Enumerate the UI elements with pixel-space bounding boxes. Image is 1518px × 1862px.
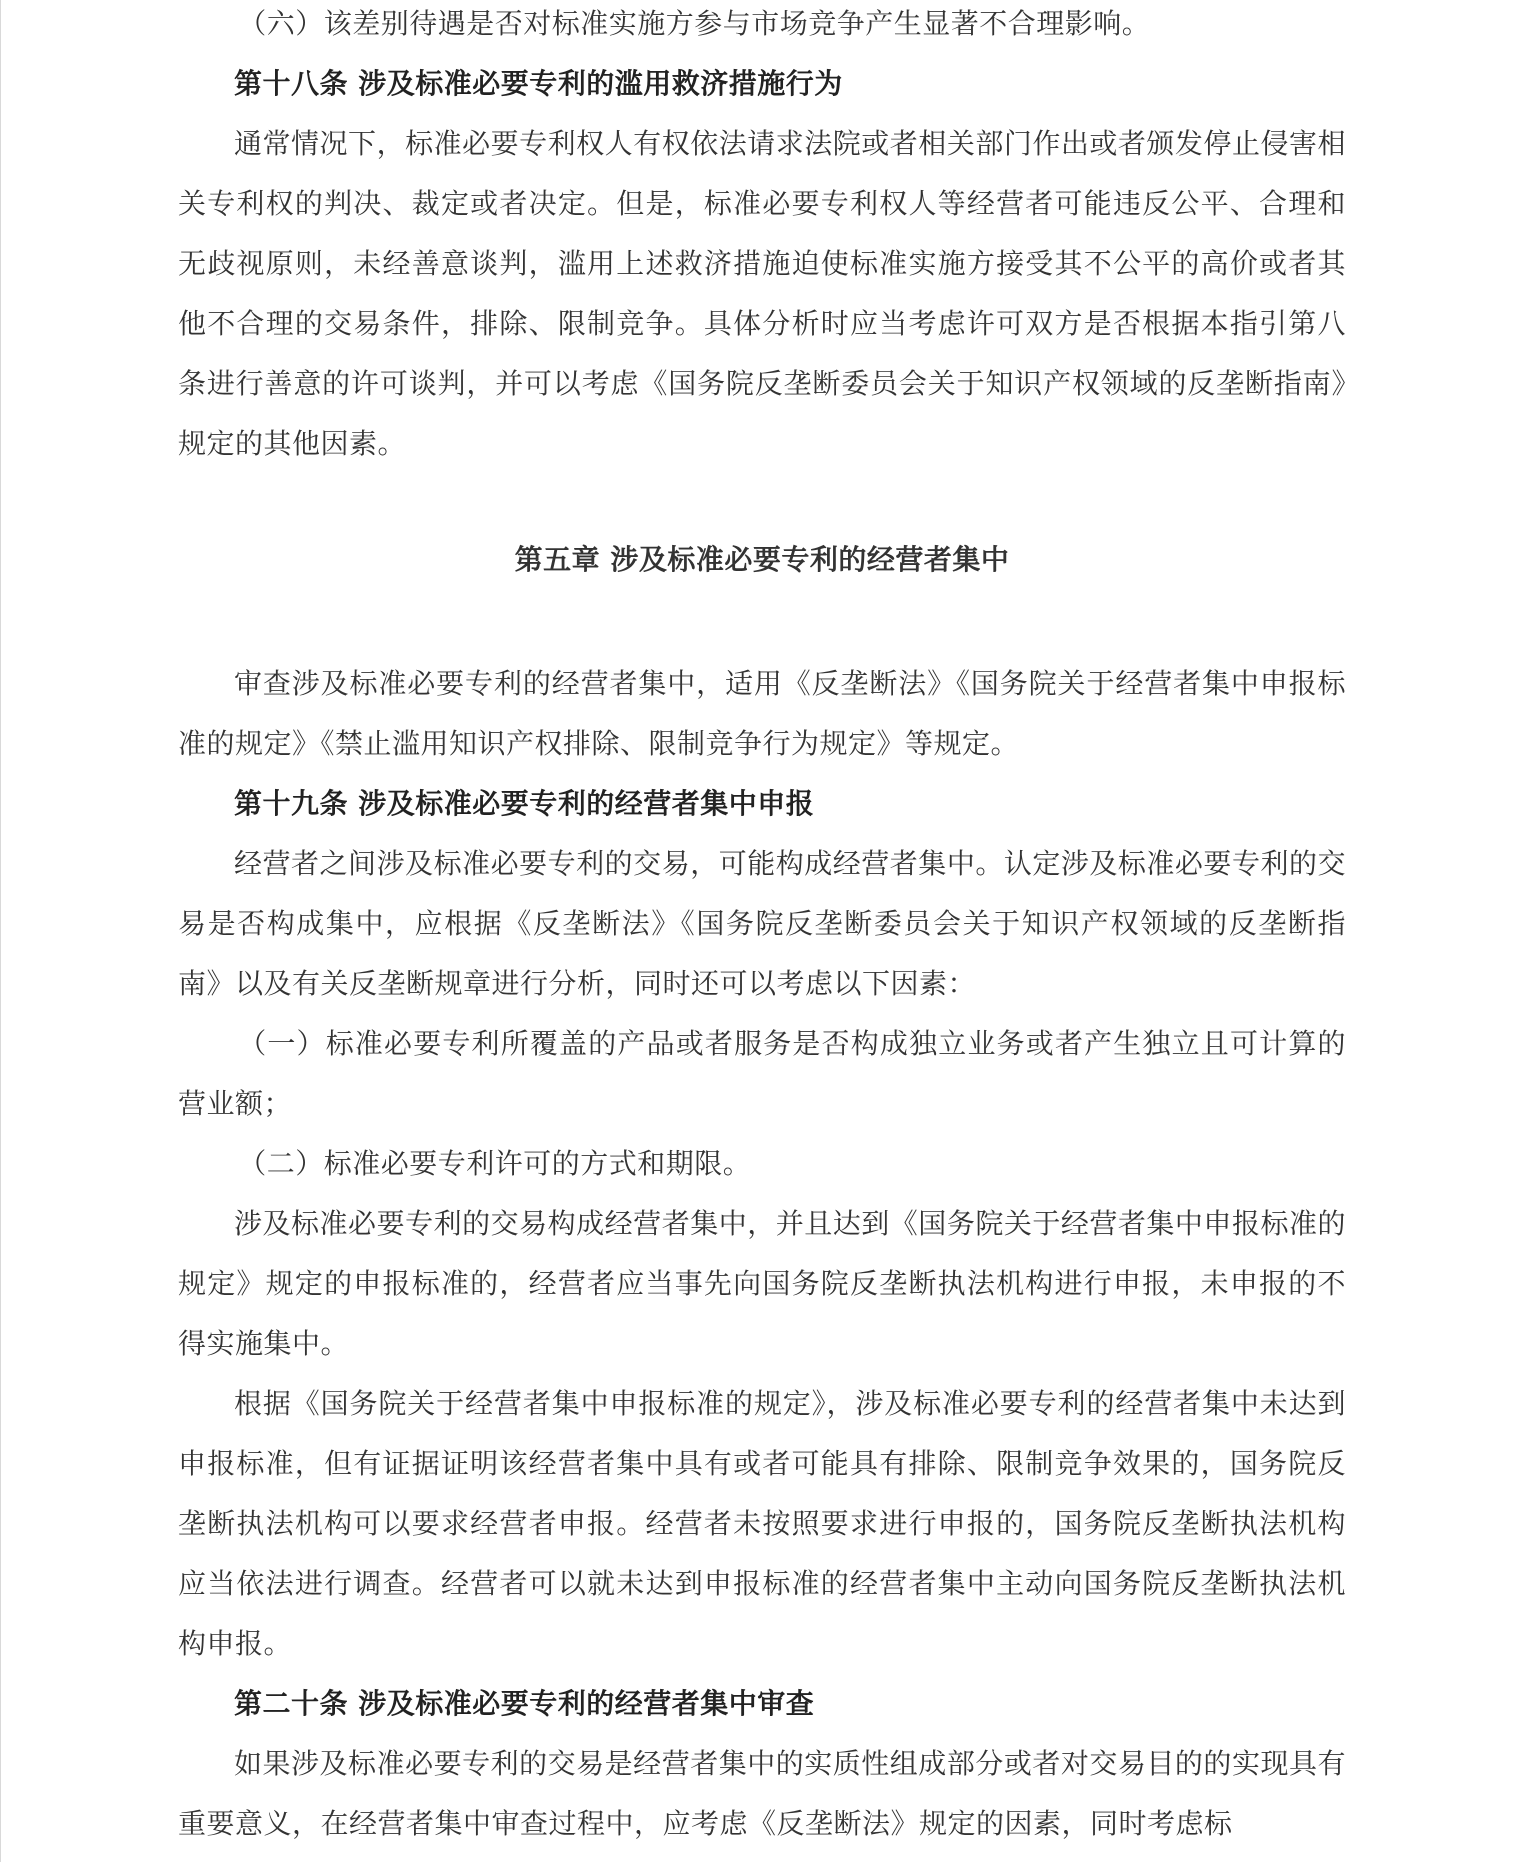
article-18-title: 第十八条 涉及标准必要专利的滥用救济措施行为	[234, 67, 843, 100]
chapter-5-intro-paragraph: 审查涉及标准必要专利的经营者集中，适用《反垄断法》《国务院关于经营者集中申报标准的规定》《禁止滥用知识产权排除、限制竞争行为规定》等规定。	[178, 667, 1346, 760]
chapter-5-title: 第五章 涉及标准必要专利的经营者集中	[514, 543, 1010, 576]
article-18-paragraph: 通常情况下，标准必要专利权人有权依法请求法院或者相关部门作出或者颁发停止侵害相关专利权的判决、裁定或者决定。但是，标准必要专利权人等经营者可能违反公平、合理和无歧视原则，未经善意谈判，滥用上述救济措施迫使标准实施方接受其不公平的高价或者其他不合理的交易条件，排除、限制竞争。具体分析时应当考虑许可双方是否根据本指引第八条进行善意的许可谈判，并可以考虑《国务院反垄断委员会关于知识产权领域的反垄断指南》规定的其他因素。	[178, 127, 1346, 460]
paragraph-item-2: （二）标准必要专利许可的方式和期限。	[238, 1147, 752, 1180]
spacer	[178, 474, 1346, 530]
page-left-border	[0, 0, 1, 1862]
spacer	[178, 590, 1346, 654]
article-20-title: 第二十条 涉及标准必要专利的经营者集中审查	[234, 1687, 815, 1720]
paragraph-item-6: （六）该差别待遇是否对标准实施方参与市场竞争产生显著不合理影响。	[238, 7, 1151, 40]
article-19-paragraph-1: 经营者之间涉及标准必要专利的交易，可能构成经营者集中。认定涉及标准必要专利的交易是否构成集中，应根据《反垄断法》《国务院反垄断委员会关于知识产权领域的反垄断指南》以及有关反垄断规章进行分析，同时还可以考虑以下因素：	[178, 847, 1346, 1000]
article-19-title: 第十九条 涉及标准必要专利的经营者集中申报	[234, 787, 815, 820]
paragraph-item-1: （一）标准必要专利所覆盖的产品或者服务是否构成独立业务或者产生独立且可计算的营业额；	[178, 1027, 1346, 1120]
article-19-paragraph-2: 涉及标准必要专利的交易构成经营者集中，并且达到《国务院关于经营者集中申报标准的规定》规定的申报标准的，经营者应当事先向国务院反垄断执法机构进行申报，未申报的不得实施集中。	[178, 1207, 1346, 1360]
document-page	[178, 0, 1346, 1854]
article-19-paragraph-3: 根据《国务院关于经营者集中申报标准的规定》，涉及标准必要专利的经营者集中未达到申报标准，但有证据证明该经营者集中具有或者可能具有排除、限制竞争效果的，国务院反垄断执法机构可以要求经营者申报。经营者未按照要求进行申报的，国务院反垄断执法机构应当依法进行调查。经营者可以就未达到申报标准的经营者集中主动向国务院反垄断执法机构申报。	[178, 1387, 1346, 1660]
article-20-paragraph: 如果涉及标准必要专利的交易是经营者集中的实质性组成部分或者对交易目的的实现具有重要意义，在经营者集中审查过程中，应考虑《反垄断法》规定的因素，同时考虑标	[178, 1747, 1346, 1840]
